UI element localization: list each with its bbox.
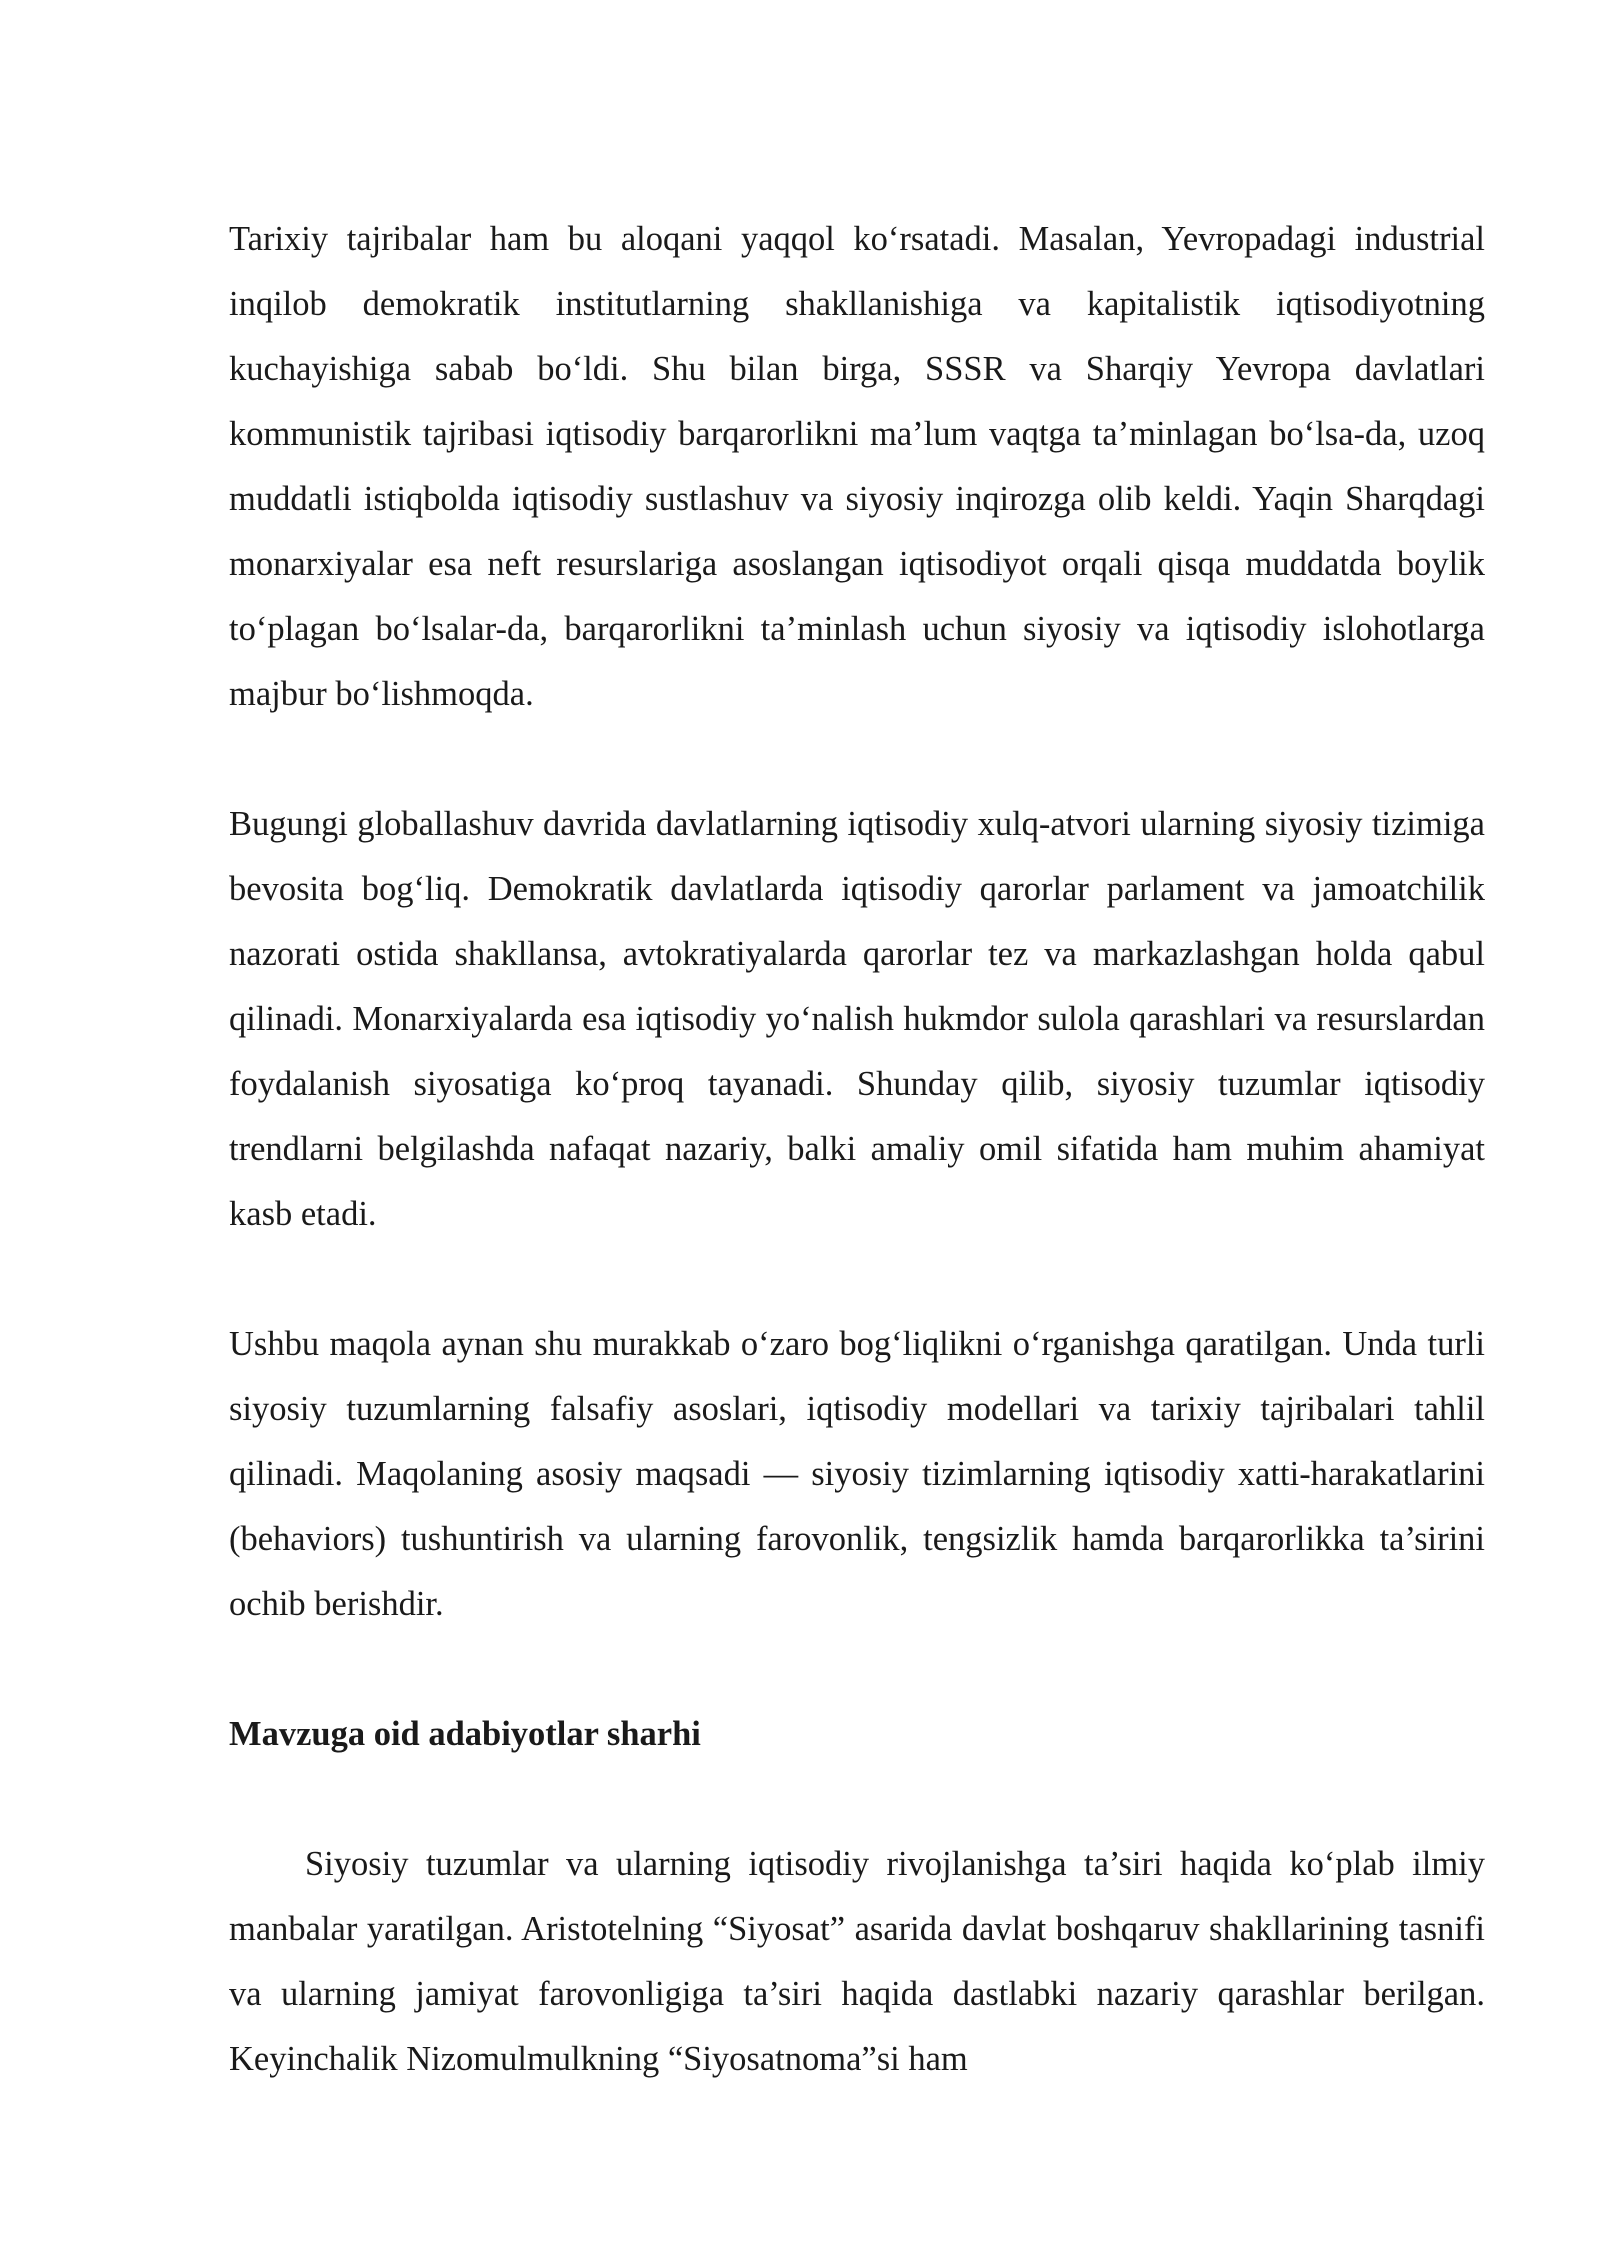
section-heading-literature-review: Mavzuga oid adabiyotlar sharhi	[229, 1715, 701, 1753]
paragraph-spacer	[229, 727, 1485, 792]
paragraph-historical-experience: Tarixiy tajribalar ham bu aloqani yaqqol koʻrsatadi. Masalan, Yevropadagi industrial inqilob demokratik institutlarning shakllanishiga va kapitalistik iqtisodiyotning kuchayishiga sabab boʻldi. Shu bilan birga, SSSR va Sharqiy Yevropa davlatlari kommunistik tajribasi iqtisodiy barqarorlikni ma’lum vaqtga ta’minlagan boʻlsa-da, uzoq muddatli istiqbolda iqtisodiy sustlashuv va siyosiy inqirozga olib keldi. Yaqin Sharqdagi monarxiyalar esa neft resurslariga asoslangan iqtisodiyot orqali qisqa muddatda boylik toʻplagan boʻlsalar-da, barqarorlikni ta’minlash uchun siyosiy va iqtisodiy islohotlarga majbur boʻlishmoqda.	[229, 220, 1485, 713]
paragraph-article-purpose: Ushbu maqola aynan shu murakkab oʻzaro bogʻliqlikni oʻrganishga qaratilgan. Unda turli siyosiy tuzumlarning falsafiy asoslari, iqtisodiy modellari va tarixiy tajribalari tahlil qilinadi. Maqolaning asosiy maqsadi — siyosiy tizimlarning iqtisodiy xatti-harakatlarini (behaviors) tushuntirish va ularning farovonlik, tengsizlik hamda barqarorlikka ta’sirini ochib berishdir.	[229, 1325, 1485, 1623]
paragraph-spacer	[229, 1637, 1485, 1702]
paragraph-spacer	[229, 1767, 1485, 1832]
paragraph-globalization: Bugungi globallashuv davrida davlatlarning iqtisodiy xulq-atvori ularning siyosiy tizimiga bevosita bogʻliq. Demokratik davlatlarda iqtisodiy qarorlar parlament va jamoatchilik nazorati ostida shakllansa, avtokratiyalarda qarorlar tez va markazlashgan holda qabul qilinadi. Monarxiyalarda esa iqtisodiy yoʻnalish hukmdor sulola qarashlari va resurslardan foydalanish siyosatiga koʻproq tayanadi. Shunday qilib, siyosiy tuzumlar iqtisodiy trendlarni belgilashda nafaqat nazariy, balki amaliy omil sifatida ham muhim ahamiyat kasb etadi.	[229, 805, 1485, 1233]
document-body	[229, 207, 1485, 2092]
paragraph-literature-review: Siyosiy tuzumlar va ularning iqtisodiy rivojlanishga ta’siri haqida koʻplab ilmiy manbalar yaratilgan. Aristotelning “Siyosat” asarida davlat boshqaruv shakllarining tasnifi va ularning jamiyat farovonligiga ta’siri haqida dastlabki nazariy qarashlar berilgan. Keyinchalik Nizomulmulkning “Siyosatnoma”si ham	[229, 1845, 1485, 2078]
paragraph-spacer	[229, 1247, 1485, 1312]
